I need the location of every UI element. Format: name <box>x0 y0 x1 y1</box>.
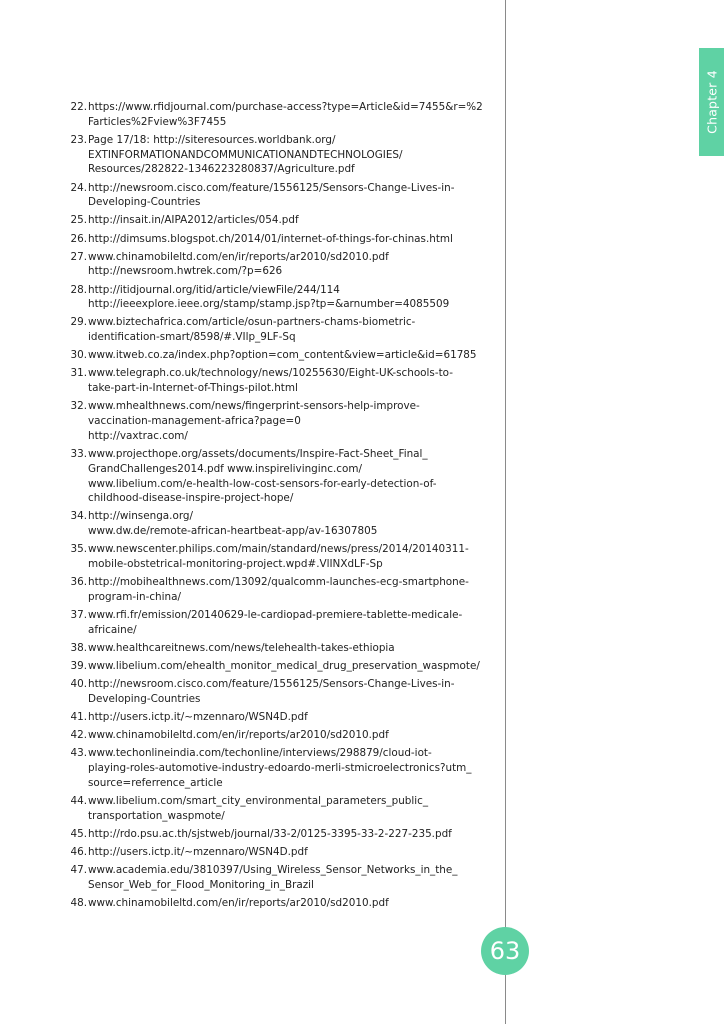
reference-item <box>60 181 500 211</box>
reference-text <box>88 827 500 842</box>
reference-link[interactable]: vaccination-management-africa?page=0 <box>88 415 301 428</box>
reference-link[interactable]: identification-smart/8598/#.VIlp_9LF-Sq <box>88 331 296 344</box>
chapter-tab <box>699 48 724 156</box>
reference-item <box>60 845 500 860</box>
reference-link[interactable]: Page 17/18: http://siteresources.worldbank.org/ <box>88 133 336 146</box>
reference-link[interactable]: www.chinamobileltd.com/en/ir/reports/ar2010/sd2010.pdf <box>88 250 389 263</box>
reference-link[interactable]: http://mobihealthnews.com/13092/qualcomm-launches-ecg-smartphone- <box>88 576 469 589</box>
reference-text <box>88 315 500 345</box>
reference-number: 46. <box>70 845 87 858</box>
reference-number: 43. <box>70 747 87 760</box>
reference-link[interactable]: www.projecthope.org/assets/documents/Inspire-Fact-Sheet_Final_ <box>88 448 428 460</box>
reference-link[interactable]: www.itweb.co.za/index.php?option=com_content&view=article&id=61785 <box>88 349 477 362</box>
reference-item <box>60 827 500 842</box>
reference-text <box>88 213 500 228</box>
reference-text <box>88 366 500 396</box>
reference-item <box>60 794 500 824</box>
reference-item <box>60 608 500 638</box>
reference-link[interactable]: www.chinamobileltd.com/en/ir/reports/ar2010/sd2010.pdf <box>88 896 389 909</box>
reference-number: 33. <box>70 448 87 460</box>
reference-number: 28. <box>70 283 87 296</box>
reference-text <box>88 896 500 911</box>
reference-link[interactable]: http://users.ictp.it/~mzennaro/WSN4D.pdf <box>88 711 308 724</box>
reference-item <box>60 232 500 247</box>
reference-item <box>60 659 500 674</box>
reference-item <box>60 509 500 539</box>
reference-link[interactable]: www.libelium.com/e-health-low-cost-sensors-for-early-detection-of- <box>88 477 437 490</box>
reference-link[interactable]: Farticles%2Fview%3F7455 <box>88 115 227 128</box>
reference-link[interactable]: program-in-china/ <box>88 591 181 604</box>
reference-item <box>60 348 500 363</box>
reference-text <box>88 794 500 824</box>
reference-number: 45. <box>70 827 87 840</box>
reference-link[interactable]: africaine/ <box>88 623 137 636</box>
reference-text <box>88 608 500 638</box>
reference-link[interactable]: Sensor_Web_for_Flood_Monitoring_in_Brazil <box>88 878 314 891</box>
reference-number: 36. <box>70 576 87 589</box>
page-number-badge: 63 <box>481 927 529 975</box>
reference-text <box>88 710 500 725</box>
reference-number: 24. <box>70 181 87 194</box>
reference-link[interactable]: www.biztechafrica.com/article/osun-partners-chams-biometric- <box>88 316 416 329</box>
reference-text <box>88 399 500 443</box>
reference-link[interactable]: https://www.rfidjournal.com/purchase-access?type=Article&id=7455&r=%2 <box>88 101 483 113</box>
reference-item <box>60 575 500 605</box>
reference-link[interactable]: Developing-Countries <box>88 196 201 209</box>
reference-number: 40. <box>70 678 87 691</box>
reference-text <box>88 250 500 280</box>
reference-link[interactable]: Resources/282822-1346223280837/Agriculture.pdf <box>88 163 355 176</box>
reference-link[interactable]: GrandChallenges2014.pdf www.inspirelivinginc.com/ <box>88 462 362 475</box>
reference-link[interactable]: http://newsroom.cisco.com/feature/1556125/Sensors-Change-Lives-in- <box>88 181 455 194</box>
reference-item <box>60 366 500 396</box>
chapter-tab-label: Chapter 4 <box>704 70 719 134</box>
reference-number: 48. <box>70 896 87 909</box>
reference-item <box>60 728 500 743</box>
reference-link[interactable]: source=referrence_article <box>88 776 223 789</box>
reference-number: 47. <box>70 864 87 877</box>
reference-text <box>88 283 500 313</box>
reference-item <box>60 399 500 443</box>
reference-text <box>88 863 500 893</box>
reference-item <box>60 133 500 177</box>
reference-item <box>60 863 500 893</box>
reference-text <box>88 575 500 605</box>
reference-item <box>60 641 500 656</box>
reference-text <box>88 181 500 211</box>
reference-list <box>60 100 500 914</box>
reference-link[interactable]: http://newsroom.cisco.com/feature/1556125/Sensors-Change-Lives-in- <box>88 678 455 691</box>
reference-text <box>88 232 500 247</box>
reference-number: 39. <box>70 660 87 673</box>
reference-link[interactable]: http://ieeexplore.ieee.org/stamp/stamp.jsp?tp=&arnumber=4085509 <box>88 298 450 311</box>
reference-item <box>60 542 500 572</box>
reference-text <box>88 542 500 572</box>
reference-link[interactable]: www.libelium.com/smart_city_environmental_parameters_public_ <box>88 795 429 807</box>
reference-text <box>88 133 500 177</box>
reference-item <box>60 447 500 506</box>
reference-link[interactable]: childhood-disease-inspire-project-hope/ <box>88 492 294 505</box>
reference-number: 27. <box>70 250 87 263</box>
reference-link[interactable]: www.libelium.com/ehealth_monitor_medical_drug_preservation_waspmote/ <box>88 660 480 673</box>
reference-link[interactable]: take-part-in-Internet-of-Things-pilot.html <box>88 382 298 395</box>
reference-item <box>60 746 500 790</box>
reference-text <box>88 659 500 674</box>
reference-number: 32. <box>70 400 87 413</box>
reference-item <box>60 710 500 725</box>
reference-link[interactable]: www.techonlineindia.com/techonline/interviews/298879/cloud-iot- <box>88 747 432 760</box>
reference-text <box>88 845 500 860</box>
reference-link[interactable]: mobile-obstetrical-monitoring-project.wpd#.VlINXdLF-Sp <box>88 558 383 571</box>
reference-number: 29. <box>70 316 87 329</box>
reference-link[interactable]: www.telegraph.co.uk/technology/news/10255630/Eight-UK-schools-to- <box>88 367 453 380</box>
reference-link[interactable]: http://vaxtrac.com/ <box>88 429 188 442</box>
reference-number: 22. <box>70 101 87 113</box>
reference-text <box>88 447 500 506</box>
reference-number: 23. <box>70 133 87 146</box>
reference-link[interactable]: http://dimsums.blogspot.ch/2014/01/internet-of-things-for-chinas.html <box>88 232 453 245</box>
reference-link[interactable]: http://users.ictp.it/~mzennaro/WSN4D.pdf <box>88 845 308 858</box>
reference-item <box>60 677 500 707</box>
reference-number: 34. <box>70 510 87 523</box>
reference-number: 44. <box>70 795 87 807</box>
reference-link[interactable]: http://winsenga.org/ <box>88 510 194 523</box>
reference-text <box>88 677 500 707</box>
reference-link[interactable]: www.healthcareitnews.com/news/telehealth-takes-ethiopia <box>88 642 395 655</box>
reference-link[interactable]: http://itidjournal.org/itid/article/viewFile/244/114 <box>88 283 340 296</box>
reference-text <box>88 348 500 363</box>
reference-number: 25. <box>70 214 87 227</box>
reference-link[interactable]: http://rdo.psu.ac.th/sjstweb/journal/33-2/0125-3395-33-2-227-235.pdf <box>88 827 452 840</box>
reference-link[interactable]: Developing-Countries <box>88 693 201 706</box>
reference-link[interactable]: www.chinamobileltd.com/en/ir/reports/ar2010/sd2010.pdf <box>88 729 389 742</box>
reference-link[interactable]: www.rfi.fr/emission/20140629-le-cardiopad-premiere-tablette-medicale- <box>88 609 463 622</box>
reference-link[interactable]: www.mhealthnews.com/news/fingerprint-sensors-help-improve- <box>88 400 420 413</box>
reference-number: 41. <box>70 711 87 724</box>
reference-link[interactable]: www.academia.edu/3810397/Using_Wireless_Sensor_Networks_in_the_ <box>88 864 458 877</box>
reference-text <box>88 728 500 743</box>
reference-number: 42. <box>70 729 87 742</box>
reference-number: 35. <box>70 543 87 556</box>
reference-text <box>88 509 500 539</box>
reference-number: 37. <box>70 609 87 622</box>
reference-item <box>60 315 500 345</box>
reference-link[interactable]: transportation_waspmote/ <box>88 809 225 822</box>
reference-item <box>60 283 500 313</box>
reference-number: 26. <box>70 232 87 245</box>
reference-link[interactable]: http://insait.in/AIPA2012/articles/054.pdf <box>88 214 299 227</box>
reference-text <box>88 641 500 656</box>
reference-item <box>60 213 500 228</box>
reference-text <box>88 100 500 130</box>
reference-number: 30. <box>70 349 87 362</box>
page-divider <box>505 0 506 1024</box>
reference-link[interactable]: www.dw.de/remote-african-heartbeat-app/av-16307805 <box>88 525 378 538</box>
reference-link[interactable]: playing-roles-automotive-industry-edoardo-merli-stmicroelectronics?utm_ <box>88 762 472 775</box>
reference-item <box>60 100 500 130</box>
reference-number: 31. <box>70 367 87 380</box>
reference-link[interactable]: www.newscenter.philips.com/main/standard/news/press/2014/20140311- <box>88 543 469 556</box>
reference-number: 38. <box>70 642 87 655</box>
reference-link[interactable]: EXTINFORMATIONANDCOMMUNICATIONANDTECHNOLOGIES/ <box>88 148 403 161</box>
reference-text <box>88 746 500 790</box>
reference-item <box>60 250 500 280</box>
reference-link[interactable]: http://newsroom.hwtrek.com/?p=626 <box>88 265 283 278</box>
reference-item <box>60 896 500 911</box>
